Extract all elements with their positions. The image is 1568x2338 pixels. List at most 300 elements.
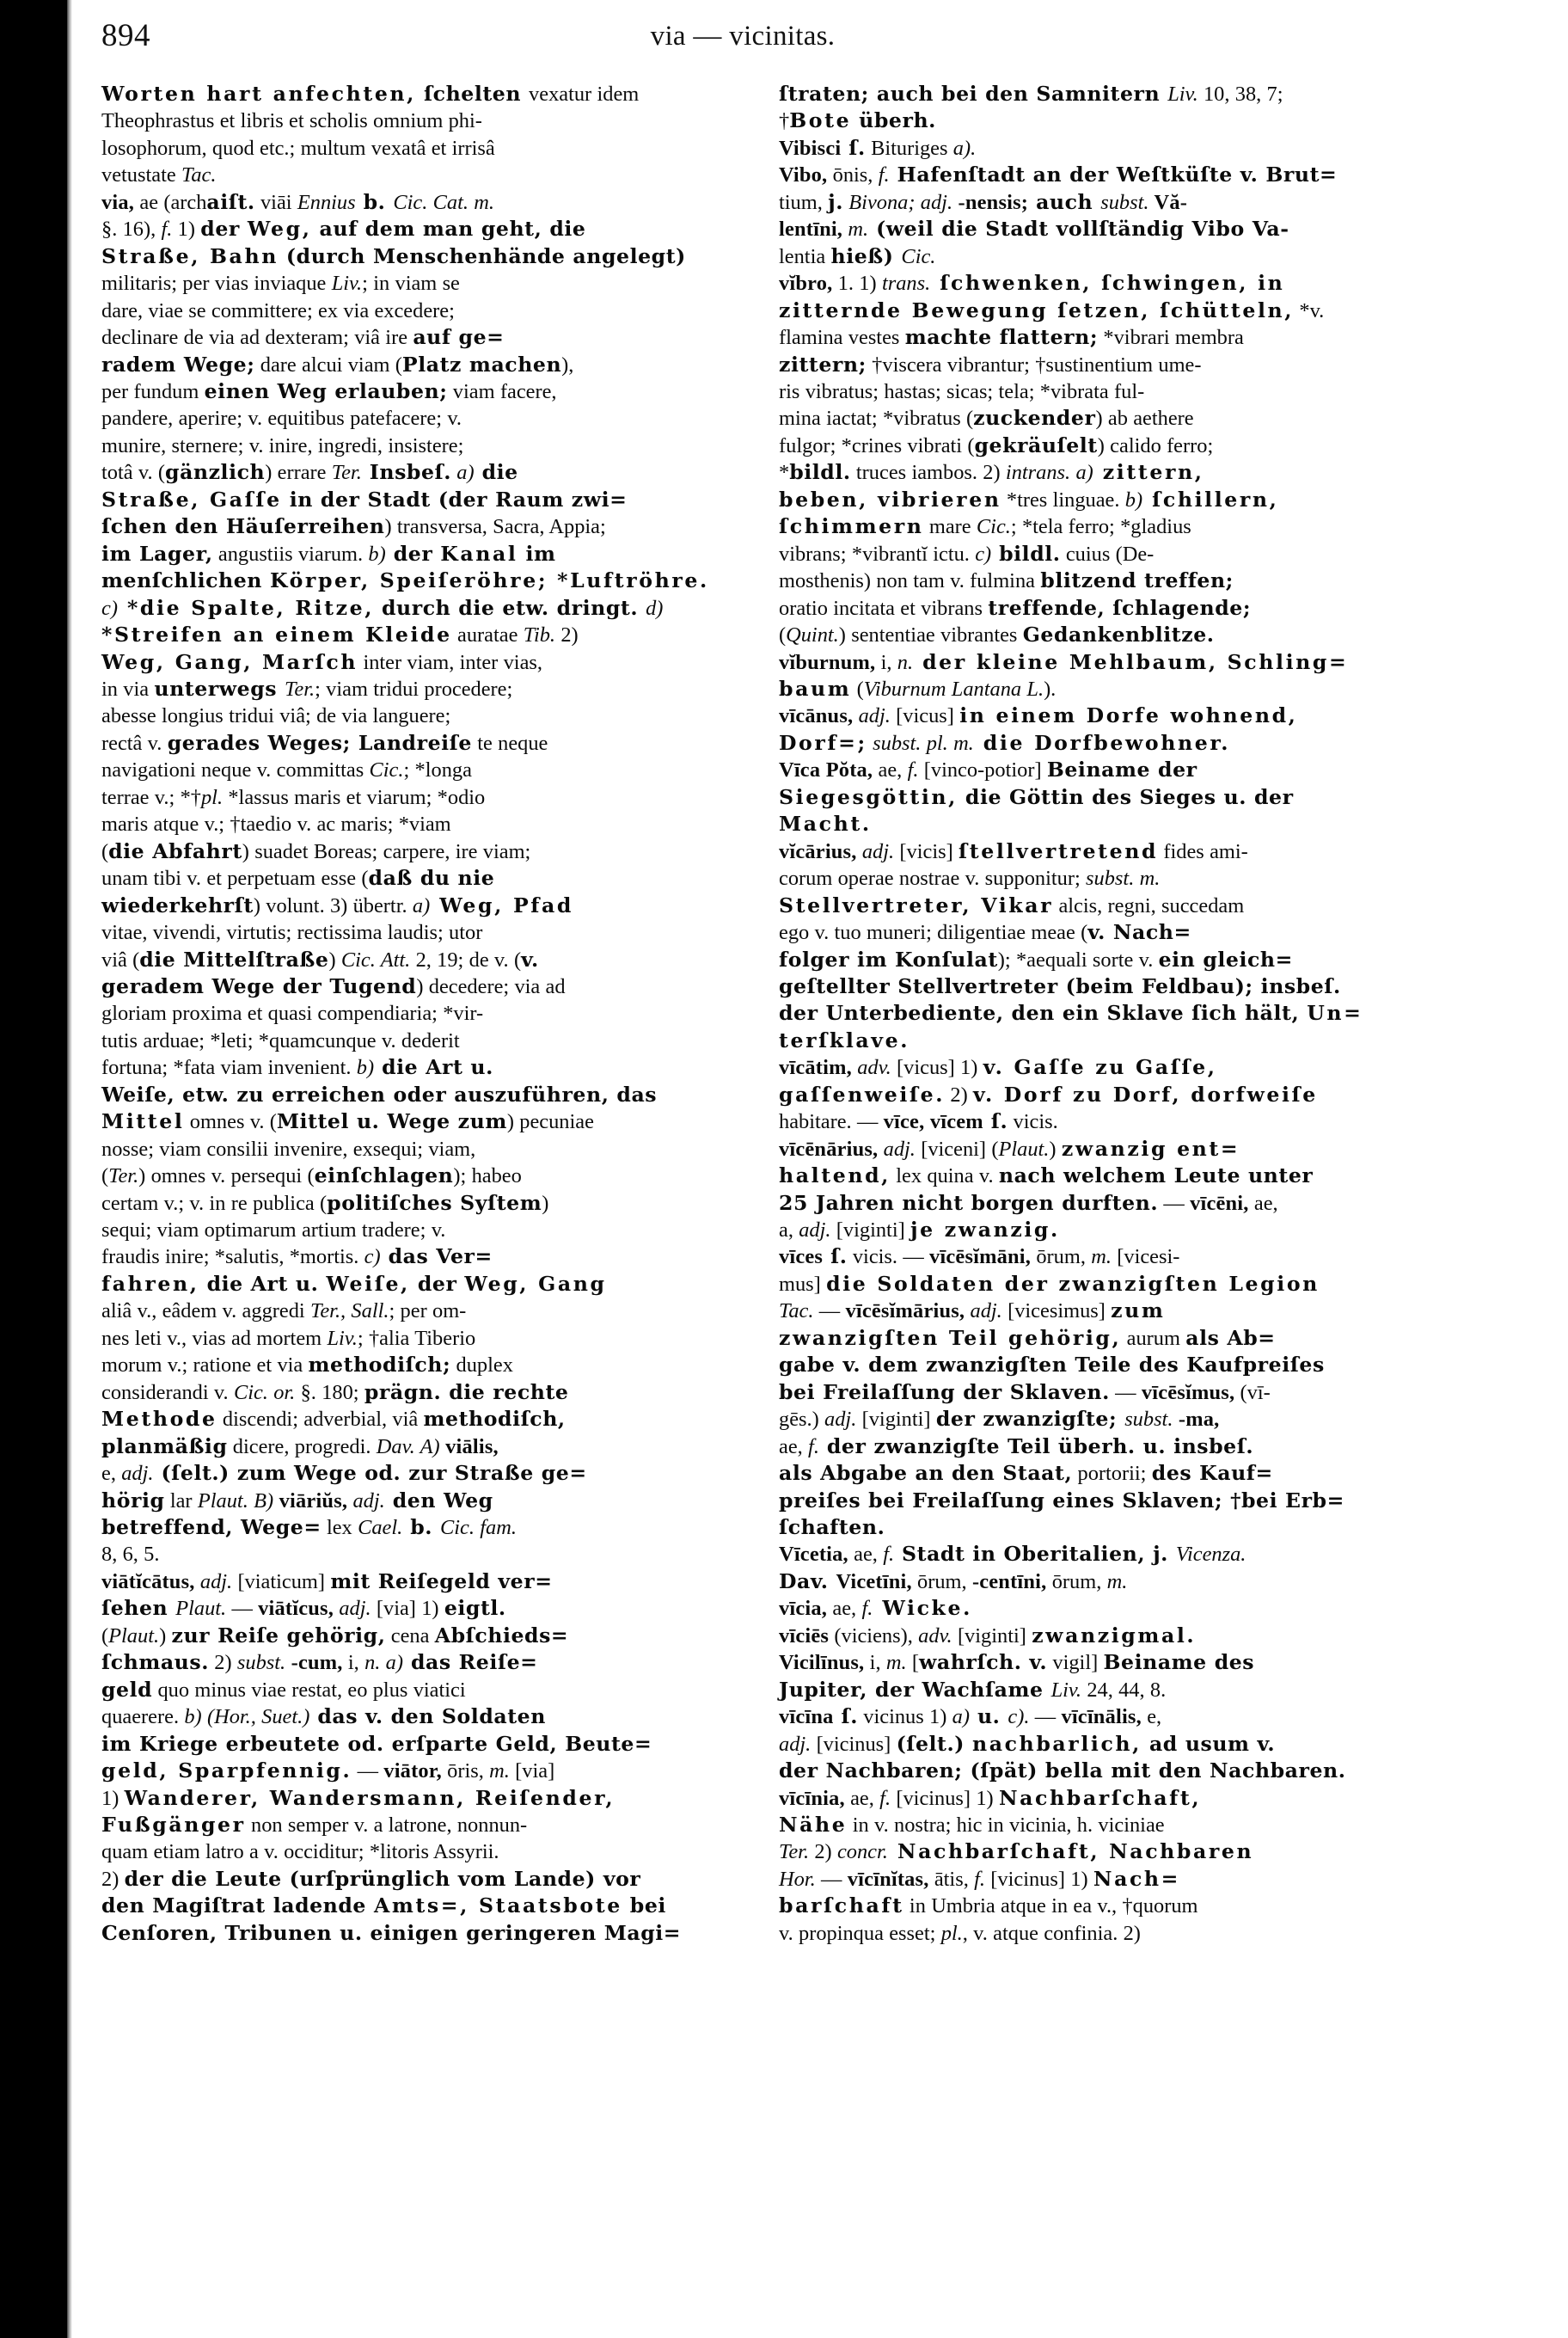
dictionary-entry-line <box>779 1488 1417 1514</box>
text-run-frak: die Göttin des Sieges u. der <box>957 784 1294 809</box>
text-run-hw: Vicilīnus, <box>779 1651 865 1675</box>
text-run-frak: blitzend treffen; <box>1040 568 1234 593</box>
text-run-lat: 1) <box>172 218 201 242</box>
dictionary-entry-line-first <box>101 189 739 216</box>
text-run-frak-sp: Amts=, Staatsbote <box>373 1893 622 1918</box>
text-run-frak: eigtl. <box>444 1596 506 1621</box>
text-run-it: c). <box>1008 1705 1030 1729</box>
text-run-lat: † <box>779 109 790 133</box>
dictionary-entry-line <box>101 865 739 892</box>
text-run-frak: politiſches Syſtem <box>327 1190 542 1215</box>
dictionary-entry-line <box>101 676 739 703</box>
text-run-frak: den Weg <box>384 1488 493 1513</box>
text-run-hw: vīcīnia, <box>779 1786 845 1810</box>
text-run-lat: ) decedere; via ad <box>416 974 566 998</box>
dictionary-page <box>72 0 1568 2338</box>
text-run-lat: ) suadet Boreas; carpere, ire viam; <box>242 839 531 863</box>
text-run-frak: zittern; <box>779 352 867 377</box>
dictionary-entry-line <box>101 270 739 297</box>
text-run-it: m. <box>885 1651 907 1675</box>
text-run-it: c) <box>101 596 118 620</box>
text-run-frak-sp: Nähe <box>779 1813 848 1837</box>
dictionary-entry-line <box>101 1541 739 1568</box>
text-run-frak-sp: zwanzigſten Teil gehörig, <box>779 1325 1122 1350</box>
text-run-lat: fortuna; *fata viam invenient. <box>101 1056 357 1080</box>
text-run-frak-sp: v. Gaſſe zu Gaſſe, <box>983 1055 1217 1080</box>
text-run-frak-sp: Wanderer, Wandersmann, Reiſender, <box>124 1785 616 1810</box>
text-run-hw: -nensis; <box>952 190 1029 214</box>
text-run-lat: sequi; viam optimarum artium tradere; v. <box>101 1218 446 1243</box>
text-run-it: Plaut. <box>998 1137 1050 1161</box>
text-run-it: pl. <box>940 1921 963 1945</box>
dictionary-entry-line-first <box>779 1541 1417 1568</box>
dictionary-entry-line <box>101 1838 739 1865</box>
text-run-lat: losophorum, quod etc.; multum vexatâ et irrisâ <box>101 136 495 160</box>
text-run-frak-sp: in einem Dorfe wohnend, <box>959 703 1298 728</box>
text-run-lat: ) <box>159 1623 172 1648</box>
dictionary-entry-line <box>101 1243 739 1270</box>
text-run-lat: — <box>813 1299 846 1323</box>
text-run-frak: bildl. <box>789 460 851 485</box>
dictionary-entry-line <box>779 352 1417 378</box>
dictionary-entry-line <box>779 243 1417 270</box>
text-run-frak: menſchlichen <box>101 568 270 593</box>
text-run-lat: gēs.) <box>779 1408 825 1432</box>
text-run-frak: aiſt. <box>206 189 255 214</box>
text-run-lat: ae, <box>1248 1191 1278 1215</box>
text-run-lat: [vicinus] 1) <box>891 1786 999 1810</box>
dictionary-entry-line <box>779 811 1417 838</box>
dictionary-entry-line <box>779 1217 1417 1243</box>
text-run-lat: §. 180; <box>295 1380 364 1404</box>
text-run-it: Hor. <box>779 1867 816 1891</box>
text-run-frak: methodiſch; <box>308 1353 451 1378</box>
text-run-hw: vĭbro, <box>779 272 833 296</box>
dictionary-entry-line <box>779 107 1417 134</box>
text-run-it: m. <box>489 1759 510 1783</box>
text-run-frak: gekräuſelt <box>974 433 1098 457</box>
dictionary-entry-line <box>779 324 1417 351</box>
text-run-lat: ( <box>779 623 787 647</box>
text-run-it: adj. <box>194 1569 233 1593</box>
text-run-frak-sp: Nach= <box>1093 1866 1181 1891</box>
text-run-frak-sp: Mittel <box>101 1109 185 1134</box>
text-run-frak: Beiname der <box>1046 758 1197 782</box>
text-run-frak: nach welchem Leute unter <box>998 1163 1314 1188</box>
dictionary-entry-line-first <box>779 135 1417 162</box>
text-run-lat: [vicus] <box>890 704 960 728</box>
dictionary-entry-line <box>779 433 1417 459</box>
text-run-lat: — <box>352 1759 384 1783</box>
text-run-frak-sp: barſchaft <box>779 1893 904 1918</box>
text-run-it: Viburnum Lantana L. <box>863 677 1044 701</box>
dictionary-entry-line <box>101 568 739 594</box>
text-run-lat: ; viam tridui procedere; <box>315 677 513 701</box>
text-run-lat: pandere, aperire; v. equitibus patefacere; v. <box>101 407 462 431</box>
dictionary-entry-line <box>101 1731 739 1758</box>
text-run-it: a) <box>412 893 431 917</box>
text-run-it: Cic. <box>369 758 404 782</box>
text-run-hw: -cum, <box>285 1651 343 1675</box>
text-run-lat: ). <box>1044 677 1057 701</box>
text-run-hw: vīcēni, <box>1190 1191 1249 1215</box>
column-right <box>779 81 1417 1947</box>
dictionary-entry-line <box>101 487 739 513</box>
text-run-hw: lentīni, <box>779 218 843 242</box>
text-run-lat: ) pecuniae <box>506 1110 594 1134</box>
text-run-lat: ); *aequali sorte v. <box>997 948 1159 972</box>
text-run-it: f. <box>861 1597 873 1621</box>
text-run-it: Plaut. <box>175 1597 227 1621</box>
text-run-lat: flamina vestes <box>779 326 905 350</box>
text-run-lat: 8, 6, 5. <box>101 1543 160 1567</box>
text-run-lat: a, <box>779 1218 799 1243</box>
text-run-it: m. <box>842 218 869 242</box>
text-run-lat: vetustate <box>101 163 181 187</box>
text-run-frak: unterwegs <box>154 676 285 701</box>
text-run-frak-sp: beben, vibrieren <box>779 487 1001 512</box>
text-run-frak: zur Reiſe gehörig, <box>171 1623 386 1648</box>
text-run-lat: ; †alia Tiberio <box>357 1326 476 1350</box>
text-run-frak-sp: terſklave. <box>779 1028 910 1052</box>
text-run-hw: Vibo, <box>779 163 828 187</box>
text-run-lat: terrae v.; *† <box>101 785 201 809</box>
text-run-lat: 1) <box>101 1786 125 1810</box>
dictionary-entry-line-first <box>779 1595 1417 1622</box>
text-run-frak-sp: Siegesgöttin, <box>779 784 958 809</box>
text-run-hw: vīciēs <box>779 1623 830 1648</box>
text-run-lat: ae, <box>827 1597 862 1621</box>
text-run-lat: ego v. tuo muneri; diligentiae meae ( <box>779 921 1088 945</box>
text-run-hw: viātĭcus, <box>258 1597 334 1621</box>
dictionary-entry-line <box>779 1082 1417 1108</box>
text-run-hw: Vă- <box>1148 190 1188 214</box>
text-run-lat: ātis, <box>928 1867 975 1891</box>
text-run-it: Liv. <box>331 272 363 296</box>
text-run-frak: preiſes bei Freilaſſung eines Sklaven; †bei Erb= <box>779 1488 1344 1513</box>
dictionary-entry-line <box>101 1893 739 1919</box>
text-run-frak-sp: gaſſenweiſe. <box>779 1082 946 1107</box>
text-run-frak: (durch Menschenhände angelegt) <box>278 243 686 268</box>
text-run-lat: vicis. <box>1008 1110 1058 1134</box>
dictionary-entry-line <box>101 973 739 1000</box>
text-run-lat: ) errare <box>265 461 332 485</box>
text-run-it: adv. <box>851 1056 891 1080</box>
text-run-it: m. <box>1106 1569 1128 1593</box>
dictionary-entry-line-first <box>101 1568 739 1595</box>
text-run-frak-sp: Straße, Bahn <box>101 243 279 268</box>
text-run-frak: auch <box>1028 189 1101 214</box>
text-run-lat: [viginti] <box>830 1218 911 1243</box>
text-run-lat: viâ ( <box>101 948 140 972</box>
text-run-lat: * <box>779 461 790 485</box>
text-run-lat: ) sententiae vibrantes <box>838 623 1023 647</box>
text-run-frak-sp: Straße, Gaſſe <box>101 487 282 512</box>
text-run-it: Ter. <box>331 461 362 485</box>
text-run-lat: mina iactat; *vibratus ( <box>779 407 974 431</box>
text-run-lat: ) <box>328 948 341 972</box>
text-run-hw: -ma, <box>1173 1408 1220 1432</box>
text-run-frak-sp: Weg, Gang, Marſch <box>101 649 358 674</box>
dictionary-entry-line <box>101 1028 739 1054</box>
text-run-lat: ; per om- <box>389 1299 467 1323</box>
text-run-lat: ) omnes v. persequi ( <box>138 1164 315 1188</box>
dictionary-entry-line <box>101 1379 739 1406</box>
text-run-frak-sp: Un= <box>1307 1001 1363 1026</box>
text-run-it: Plaut. <box>197 1488 248 1513</box>
text-run-frak-sp: die Soldaten der zwanzigſten Legion <box>826 1271 1320 1296</box>
text-run-hw: Vicetīni, <box>836 1569 912 1593</box>
text-run-lat: habitare. — <box>779 1110 884 1134</box>
text-run-frak-sp: je zwanzig. <box>910 1218 1060 1243</box>
dictionary-entry-line <box>101 324 739 351</box>
dictionary-entry-line <box>779 1568 1417 1595</box>
text-run-it: b) (Hor., Suet.) <box>184 1705 310 1729</box>
dictionary-entry-line <box>779 595 1417 622</box>
text-run-lat: militaris; per vias inviaque <box>101 272 332 296</box>
text-run-frak: wahrſch. v. <box>919 1650 1048 1675</box>
text-run-it: d) <box>646 596 664 620</box>
dictionary-entry-line <box>779 513 1417 540</box>
text-run-frak: Mittel u. Wege zum <box>276 1109 507 1134</box>
text-run-it: c) <box>975 542 992 566</box>
dictionary-entry-line <box>101 893 739 919</box>
text-run-it: a) <box>952 1705 970 1729</box>
text-run-lat: duplex <box>450 1353 513 1378</box>
text-run-it: adj. <box>878 1137 916 1161</box>
text-run-frak: einen Weg erlauben; <box>204 378 448 403</box>
text-run-it: Tib. <box>523 623 556 647</box>
text-run-lat: 2) <box>101 1867 125 1891</box>
text-run-hw: vĭburnum, <box>779 650 876 674</box>
text-run-it: adj. <box>121 1462 154 1486</box>
text-run-frak: Abſchieds= <box>434 1623 569 1648</box>
text-run-frak: bildl. <box>991 541 1061 566</box>
text-run-frak: geld <box>101 1677 153 1702</box>
text-run-hw: viātor, <box>383 1759 442 1783</box>
dictionary-entry-line <box>779 1379 1417 1406</box>
dictionary-entry-line-first <box>779 1649 1417 1676</box>
text-run-lat: viam facere, <box>447 379 557 403</box>
text-run-lat: i, <box>875 650 897 674</box>
text-run-lat: nosse; viam consilii invenire, exsequi; viam, <box>101 1137 476 1161</box>
dictionary-entry-line <box>101 1163 739 1189</box>
dictionary-entry-line <box>779 1866 1417 1893</box>
text-run-lat: — <box>1029 1705 1062 1729</box>
text-run-lat: †viscera vibrantur; †sustinentium ume- <box>866 353 1202 377</box>
text-run-frak-sp: baum <box>779 676 852 701</box>
text-run-frak-sp: zwanzig ent= <box>1061 1136 1240 1161</box>
text-run-lat: 2) <box>945 1083 974 1107</box>
dictionary-entry-line-first <box>779 81 1417 107</box>
text-columns <box>101 81 1417 1947</box>
text-run-lat: morum v.; ratione et via <box>101 1353 309 1378</box>
text-run-lat: alcis, regni, succedam <box>1053 893 1245 917</box>
text-run-lat: , v. atque confinia. 2) <box>962 1921 1141 1945</box>
text-run-it: f. <box>161 218 173 242</box>
dictionary-entry-line <box>779 676 1417 703</box>
text-run-lat: *v. <box>1294 298 1325 322</box>
text-run-frak-sp: *Streifen an einem Kleide <box>101 623 452 647</box>
text-run-frak-sp: Bote <box>789 108 852 133</box>
text-run-lat: dare, viae se committere; ex via excedere; <box>101 298 455 322</box>
text-run-lat: ae (arch <box>134 190 207 214</box>
text-run-lat: lentia <box>779 244 831 268</box>
text-run-lat: abesse longius tridui viâ; de via languere; <box>101 704 451 728</box>
text-run-lat: rectâ v. <box>101 731 168 755</box>
text-run-frak: das Reiſe= <box>403 1650 538 1675</box>
dictionary-entry-line <box>101 1217 739 1243</box>
text-run-lat: per fundum <box>101 379 205 403</box>
dictionary-entry-line <box>101 730 739 757</box>
dictionary-entry-line <box>779 1677 1417 1703</box>
dictionary-entry-line-first <box>779 1054 1417 1081</box>
dictionary-entry-line <box>101 459 739 486</box>
text-run-it: Ter. <box>285 677 315 701</box>
text-run-lat: vicis. — <box>847 1245 930 1269</box>
dictionary-entry-line <box>779 189 1417 216</box>
text-run-frak: gerades Weges; Landreiſe <box>167 730 472 755</box>
text-run-it: adv. <box>918 1623 952 1648</box>
dictionary-entry-line <box>101 107 739 134</box>
text-run-lat: — <box>1158 1191 1191 1215</box>
text-run-frak: der <box>385 541 441 566</box>
text-run-frak: (weil die Stadt vollſtändig Vibo Va- <box>868 217 1289 242</box>
dictionary-entry-line <box>101 541 739 568</box>
text-run-it: trans. <box>881 272 931 296</box>
text-run-frak: den Magiſtrat ladende <box>101 1893 374 1918</box>
text-run-frak: ein gleich= <box>1158 947 1293 972</box>
text-run-lat: fides ami- <box>1158 839 1248 863</box>
text-run-lat: ae, <box>779 1434 809 1458</box>
text-run-frak-sp: zittern, <box>1093 460 1204 485</box>
text-run-frak: die Art u. <box>374 1055 493 1080</box>
text-run-frak: Platz machen <box>401 352 562 377</box>
text-run-frak-sp: Macht. <box>779 812 872 837</box>
text-run-frak-sp: Stellvertreter, Vikar <box>779 893 1054 917</box>
text-run-lat: ae, <box>848 1543 884 1567</box>
text-run-lat: vibrans; *vibrantĭ ictu. <box>779 542 976 566</box>
text-run-lat: tium, <box>779 190 829 214</box>
text-run-lat: ) calido ferro; <box>1097 433 1214 457</box>
text-run-frak: in der Stadt (der Raum zwi= <box>281 487 628 512</box>
dictionary-entry-line <box>779 1163 1417 1189</box>
text-run-frak: gabe v. dem zwanzigſten Teile des Kaufpreiſes <box>779 1353 1325 1378</box>
text-run-frak-sp: zum <box>1111 1298 1166 1323</box>
dictionary-entry-line <box>101 1082 739 1108</box>
text-run-it: n. <box>897 650 914 674</box>
dictionary-entry-line <box>779 622 1417 648</box>
text-run-lat: ōrum, <box>911 1569 972 1593</box>
text-run-hw: vīcīnālis, <box>1061 1705 1142 1729</box>
text-run-frak: im <box>518 541 556 566</box>
dictionary-entry-line <box>779 1325 1417 1352</box>
text-run-hw: viāriŭs, <box>273 1488 348 1513</box>
dictionary-entry-line <box>101 1488 739 1514</box>
text-run-it: f. <box>808 1434 819 1458</box>
text-run-it: Liv. <box>1050 1678 1082 1702</box>
dictionary-entry-line <box>101 1271 739 1298</box>
text-run-lat: fraudis inire; *salutis, *mortis. <box>101 1245 364 1269</box>
text-run-lat: 24, 44, 8. <box>1081 1678 1167 1702</box>
dictionary-entry-line <box>101 1190 739 1217</box>
text-run-lat: [vicinus] <box>811 1732 897 1756</box>
text-run-frak: ad usum v. <box>1142 1731 1276 1756</box>
text-run-frak: als Abgabe an den Staat, <box>779 1461 1073 1486</box>
text-run-frak-sp: der kleine Mehlbaum, Schling= <box>913 649 1349 674</box>
text-run-frak: im Kriege erbeutete od. erſparte Geld, Beute= <box>101 1731 652 1756</box>
text-run-it: f. <box>878 163 890 187</box>
dictionary-entry-line <box>779 1108 1417 1135</box>
text-run-lat: *vibrari membra <box>1098 326 1244 350</box>
text-run-lat: in Umbria atque in ea v., †quorum <box>903 1894 1198 1918</box>
text-run-lat: discendi; adverbial, viâ <box>217 1408 424 1432</box>
text-run-lat: cuius (De- <box>1060 542 1155 566</box>
text-run-it: adj. <box>856 839 895 863</box>
text-run-lat: tutis arduae; *leti; *quamcunque v. dederit <box>101 1028 460 1052</box>
dictionary-entry-line <box>779 568 1417 594</box>
text-run-frak-sp: ſtellvertretend <box>959 838 1159 863</box>
text-run-frak: b. <box>355 189 394 214</box>
text-run-lat: unam tibi v. et perpetuam esse ( <box>101 867 369 891</box>
text-run-lat: angustiis viarum. <box>212 542 369 566</box>
text-run-lat: (vī- <box>1234 1380 1271 1404</box>
dictionary-entry-line <box>101 513 739 540</box>
dictionary-entry-line <box>101 352 739 378</box>
dictionary-entry-line <box>779 1514 1417 1541</box>
dictionary-entry-line <box>779 298 1417 324</box>
text-run-lat: lex quina v. <box>890 1164 999 1188</box>
dictionary-entry-line <box>101 1758 739 1784</box>
text-run-it: Cic. or. <box>233 1380 296 1404</box>
page-number: 894 <box>101 18 150 53</box>
text-run-lat: vigil] <box>1047 1651 1104 1675</box>
text-run-frak: v. <box>521 947 539 972</box>
dictionary-entry-line <box>101 135 739 162</box>
text-run-hw: vīcēsĭmāni, <box>929 1245 1032 1269</box>
dictionary-entry-line <box>101 1298 739 1324</box>
dictionary-entry-line <box>779 1731 1417 1758</box>
text-run-it: Cic. fam. <box>439 1516 517 1540</box>
dictionary-entry-line-first <box>779 1136 1417 1163</box>
text-run-lat: *lassus maris et viarum; *odio <box>223 785 486 809</box>
text-run-frak: ſchelten <box>416 82 530 106</box>
text-run-lat: [via] <box>509 1759 555 1783</box>
text-run-it: Bivona; adj. <box>842 190 953 214</box>
dictionary-entry-line <box>101 1866 739 1893</box>
text-run-lat: Bituriges <box>865 136 953 160</box>
text-run-lat: — <box>815 1867 848 1891</box>
text-run-lat: certam v.; v. in re publica ( <box>101 1191 328 1215</box>
text-run-it: Liv. <box>1167 83 1198 106</box>
text-run-frak-sp: Worten hart anfechten, <box>101 82 416 106</box>
text-run-it: adj. <box>334 1597 371 1621</box>
text-run-it: Cic. <box>901 244 936 268</box>
text-run-hw: vīcātim, <box>779 1056 852 1080</box>
text-run-lat: navigationi neque v. committas <box>101 758 370 782</box>
text-run-hw: vīces <box>779 1245 824 1269</box>
dictionary-entry-line-first <box>779 1623 1417 1649</box>
text-run-it: adj. <box>779 1732 812 1756</box>
text-run-it: c) <box>364 1245 381 1269</box>
text-run-frak-sp: ſchillern, <box>1142 487 1279 512</box>
text-run-lat: cena <box>385 1623 435 1648</box>
text-run-lat: munire, sternere; v. inire, ingredi, insistere; <box>101 433 464 457</box>
text-run-frak: ſ. <box>823 1244 848 1269</box>
dictionary-entry-line <box>779 1028 1417 1054</box>
text-run-it: Cic. <box>976 515 1011 539</box>
text-run-lat: ) transversa, Sacra, Appia; <box>384 515 606 539</box>
